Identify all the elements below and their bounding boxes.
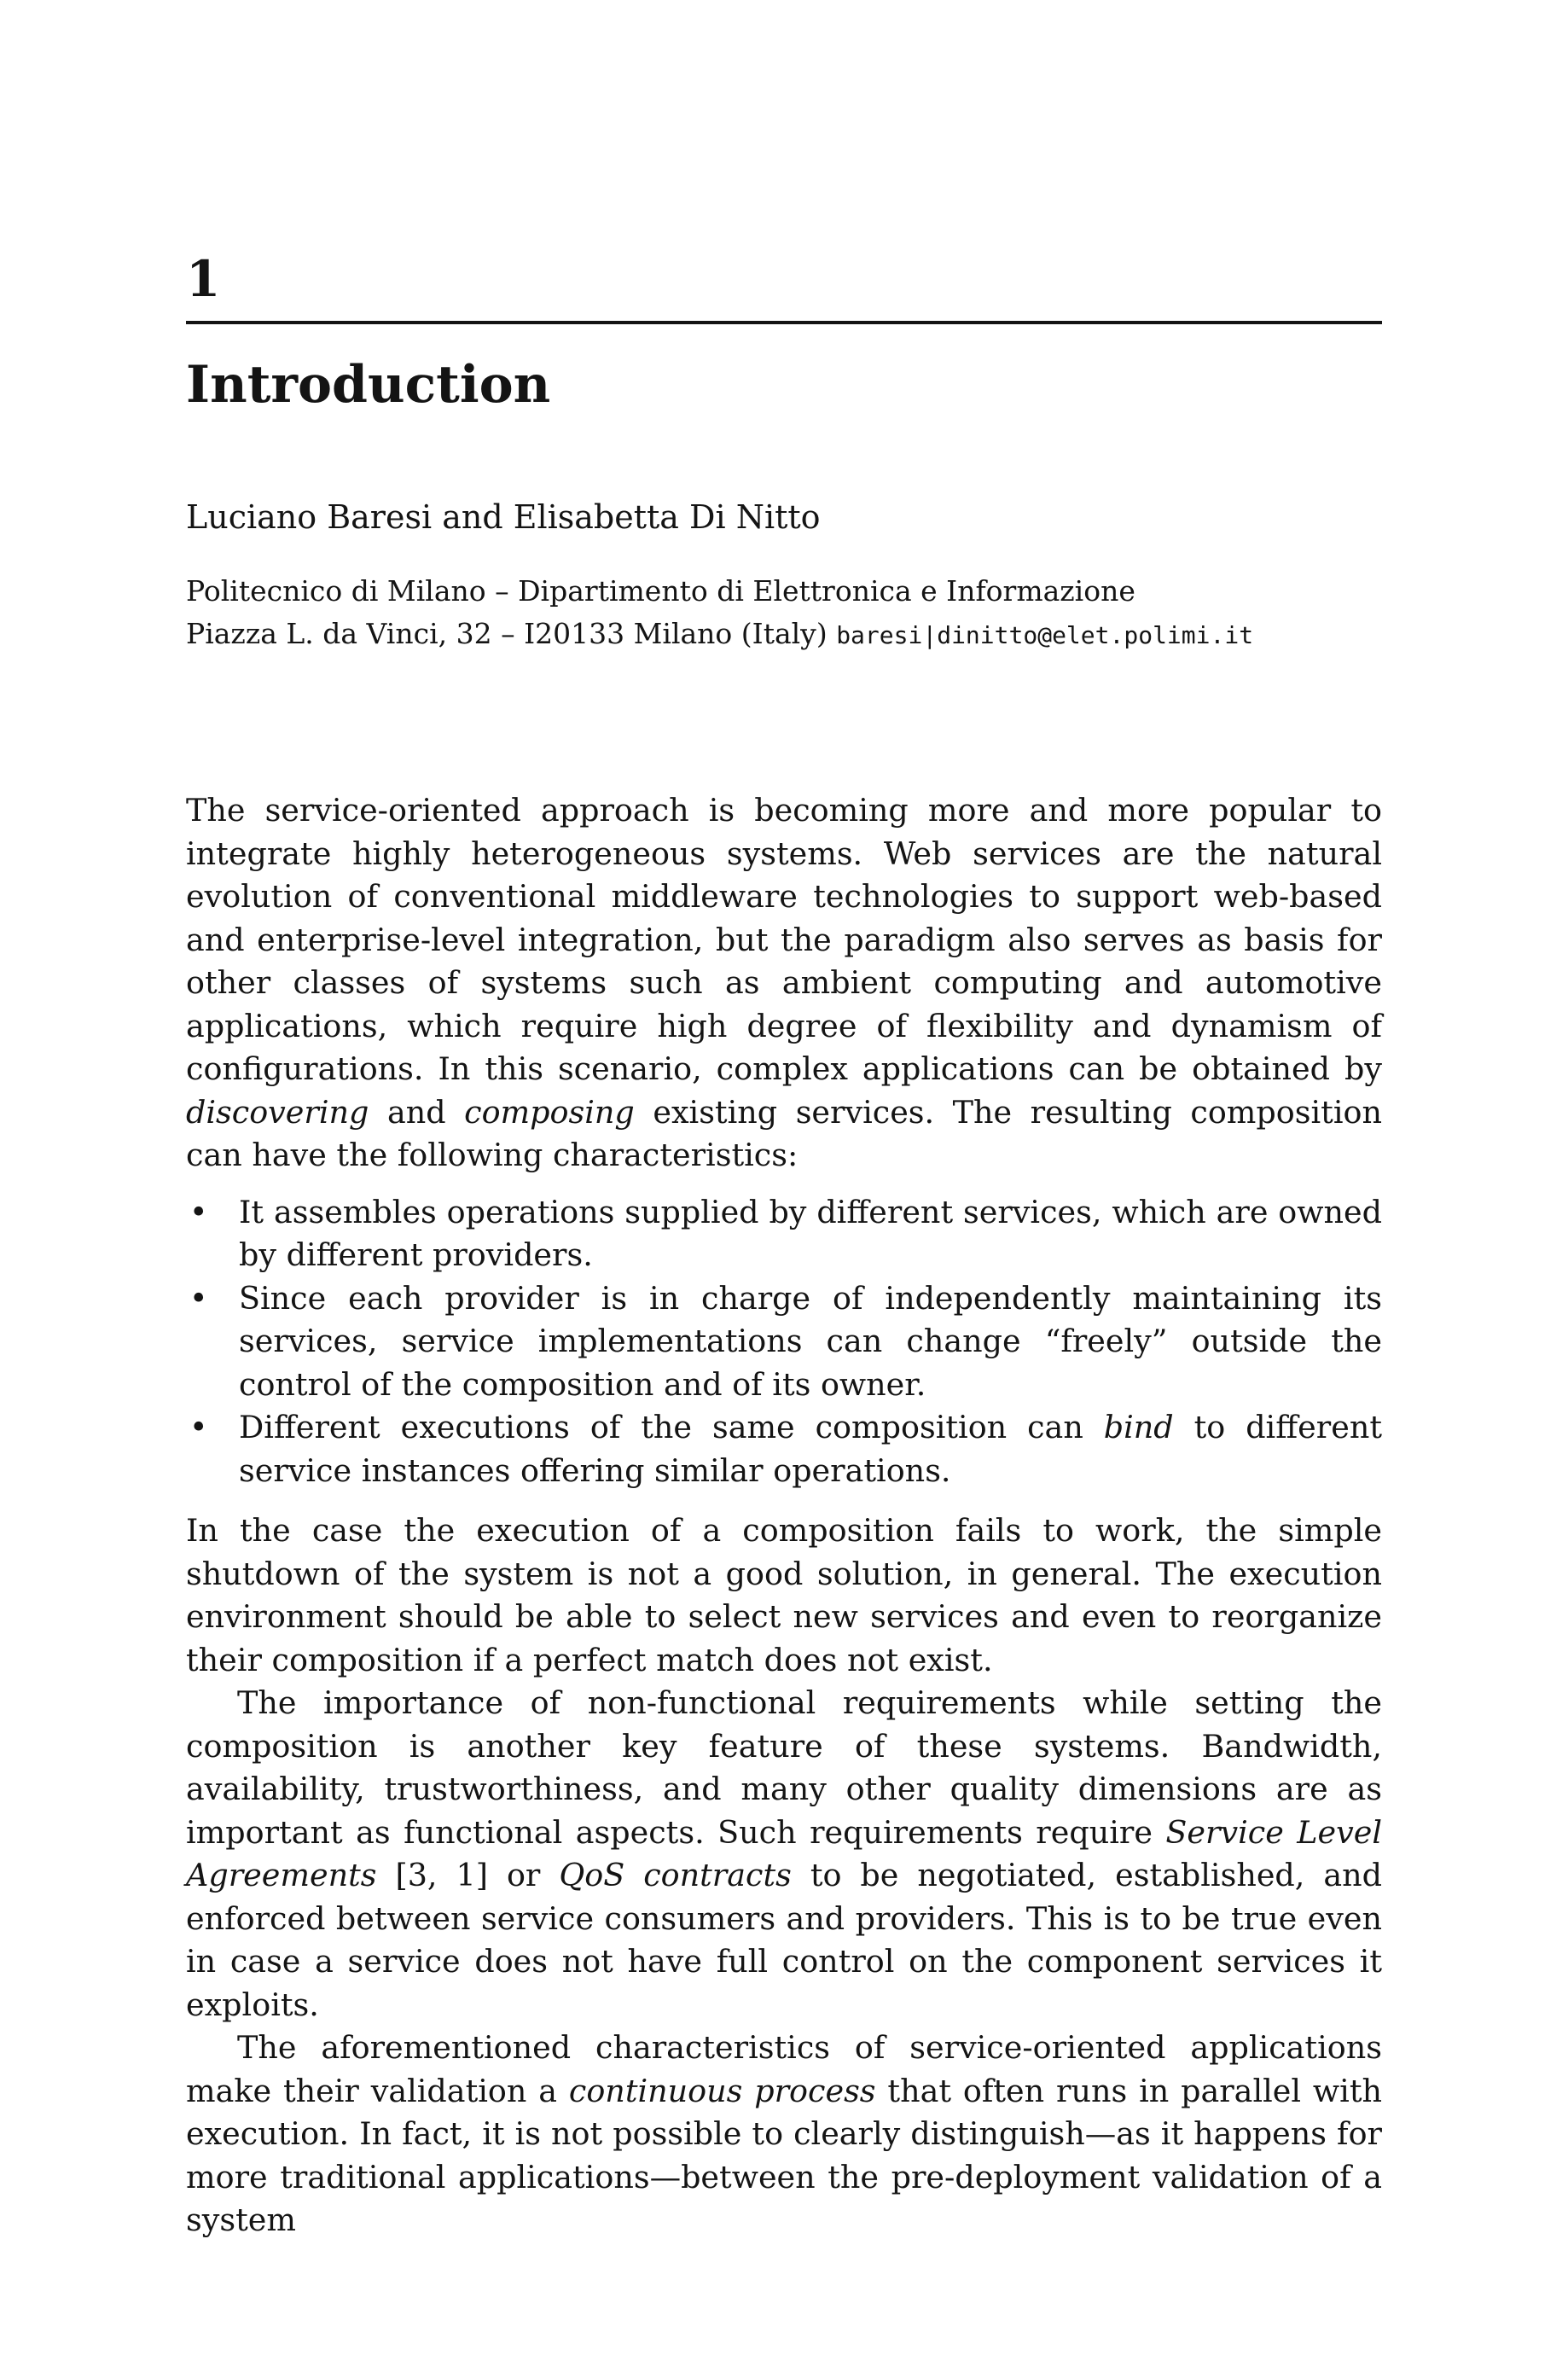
characteristics-list	[186, 1191, 1382, 1493]
author-list: Luciano Baresi and Elisabetta Di Nitto	[186, 498, 821, 536]
chapter-number: 1	[186, 250, 221, 308]
paragraph-4-text-b: that often runs in parallel with execution. In fact, it is not possible to clearly distinguish—as it happens for more traditional applications—between the pre-deployment validation of a system	[186, 2072, 1383, 2238]
address: Piazza L. da Vinci, 32 – I20133 Milano (Italy)	[186, 617, 828, 650]
list-item-text-b: to different service instances offering similar operations.	[239, 1409, 1382, 1489]
paragraph-1	[186, 789, 1382, 1178]
paragraph-3-text-a: The importance of non-functional requirements while setting the composition is another key feature of these systems. Bandwidth, availability, trustworthiness, and many other quality dimensions are as important as functional aspects. Such requirements require	[186, 1684, 1382, 1851]
paragraph-3-text-b: or	[506, 1857, 541, 1893]
emphasis-composing: composing	[464, 1093, 635, 1131]
list-item-text: Since each provider is in charge of independently maintaining its services, service implementations can change “freely” outside the control of the composition and of its owner.	[239, 1279, 1382, 1403]
bullet-icon: •	[189, 1193, 208, 1230]
paragraph-1-text-a: The service-oriented approach is becoming more and more popular to integrate highly heterogeneous systems. Web services are the natural evolution of conventional middleware technologies to support web-based and enterprise-level integration, but the paradigm also serves as basis for other classes of systems such as ambient computing and automotive applications, which require high degree of flexibility and dynamism of configurations. In this scenario, complex applications can be obtained by	[186, 792, 1382, 1087]
emphasis-sla: Service Level Agreements	[186, 1813, 1382, 1893]
bullet-icon: •	[189, 1409, 208, 1445]
paragraph-1-text-b: and	[386, 1093, 446, 1131]
affiliation-line-1: Politecnico di Milano – Dipartimento di Elettronica e Informazione	[186, 574, 1135, 608]
affiliation-line-2	[186, 613, 1382, 657]
body-text	[186, 789, 1382, 2242]
list-item	[186, 1277, 1382, 1407]
emphasis-bind: bind	[1103, 1409, 1174, 1445]
paragraph-4-text-a: The aforementioned characteristics of service-oriented applications make their validation a	[186, 2029, 1382, 2109]
paragraph-4	[186, 2027, 1382, 2242]
paragraph-1-text-c: existing services. The resulting composition can have the following characteristics:	[186, 1093, 1382, 1173]
chapter-rule	[186, 321, 1382, 324]
bullet-icon: •	[189, 1279, 208, 1317]
chapter-title: Introduction	[186, 355, 551, 415]
list-item-text: It assembles operations supplied by different services, which are owned by different providers.	[239, 1193, 1382, 1273]
emphasis-discovering: discovering	[186, 1093, 369, 1131]
list-item-text-a: Different executions of the same composition can	[239, 1409, 1083, 1445]
emphasis-qos-contracts: QoS contracts	[559, 1857, 792, 1893]
paragraph-3-text-c: to be negotiated, established, and enforced between service consumers and providers. This is to be true even in case a service does not have full control on the component services it exploits.	[186, 1857, 1382, 2023]
emphasis-continuous-process: continuous process	[568, 2072, 876, 2109]
affiliation	[186, 570, 1382, 657]
list-item	[186, 1406, 1382, 1492]
paragraph-3	[186, 1682, 1382, 2027]
citation: [3, 1]	[395, 1857, 488, 1893]
email-address: baresi|dinitto@elet.polimi.it	[836, 621, 1254, 649]
list-item	[186, 1191, 1382, 1277]
paragraph-2: In the case the execution of a composition fails to work, the simple shutdown of the system is not a good solution, in general. The execution environment should be able to select new services and even to reorganize their composition if a perfect match does not exist.	[186, 1512, 1382, 1678]
